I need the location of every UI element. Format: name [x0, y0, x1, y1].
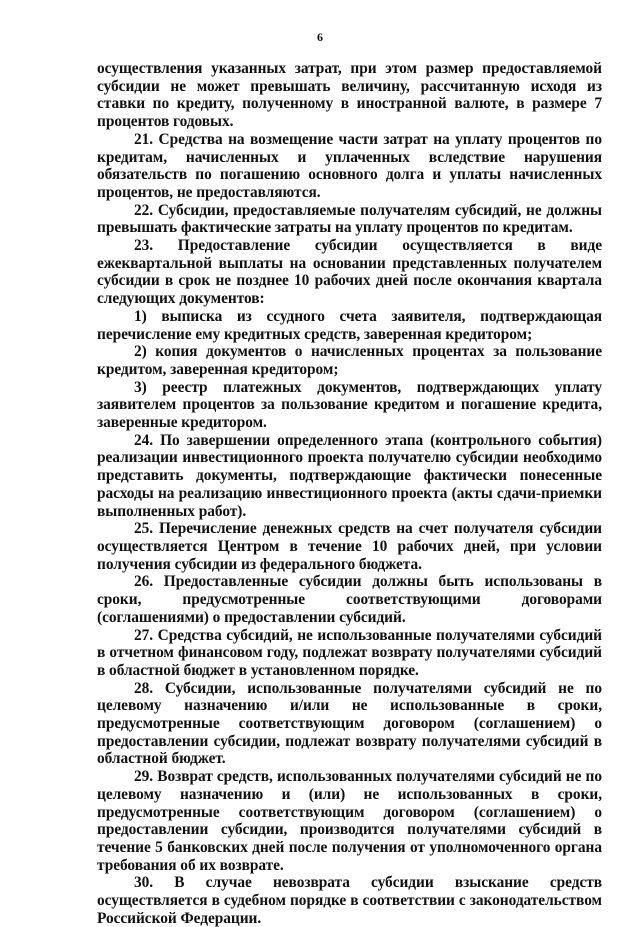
paragraph-23-item-3: 3) реестр платежных документов, подтверждающих уплату заявителем процентов за пользование кредитом и погашение кредита, заверенные кредитором. [97, 378, 602, 432]
paragraph-24: 24. По завершении определенного этапа (контрольного события) реализации инвестиционного проекта получателю субсидии необходимо представить документы, подтверждающие фактически понесенные расходы на реализацию инвестиционного проекта (акты сдачи-приемки выполненных работ). [97, 431, 602, 520]
paragraph-29: 29. Возврат средств, использованных получателями субсидий не по целевому назначению и (или) не использованных в сроки, предусмотренные соответствующим договором (соглашением) о предоставлении субсидии, производится получателями субсидий в течение 5 банковских дней после получения от уполномоченного органа требования об их возврате. [97, 768, 602, 874]
paragraph-23-item-1: 1) выписка из ссудного счета заявителя, подтверждающая перечисление ему кредитных средств, заверенная кредитором; [97, 307, 602, 343]
paragraph-continuation: осуществления указанных затрат, при этом размер предоставляемой субсидии не может превышать величину, рассчитанную исходя из ставки по кредиту, полученному в иностранной валюте, в размере 7 процентов годовых. [97, 60, 602, 131]
paragraph-28: 28. Субсидии, использованные получателями субсидий не по целевому назначению и/или не использованные в сроки, предусмотренные соответствующим договором (соглашением) о предоставлении субсидии, подлежат возврату получателями субсидий в областной бюджет. [97, 679, 602, 768]
paragraph-21: 21. Средства на возмещение части затрат на уплату процентов по кредитам, начисленных и уплаченных вследствие нарушения обязательств по погашению основного долга и уплаты начисленных процентов, не предоставляются. [97, 130, 602, 201]
page-number: 6 [317, 30, 323, 44]
paragraph-30: 30. В случае невозврата субсидии взыскание средств осуществляется в судебном порядке в соответствии с законодательством Российской Федерации. [97, 874, 602, 927]
paragraph-22: 22. Субсидии, предоставляемые получателям субсидий, не должны превышать фактические затраты на уплату процентов по кредитам. [97, 201, 602, 237]
paragraph-26: 26. Предоставленные субсидии должны быть использованы в сроки, предусмотренные соответствующими договорами (соглашениями) о предоставлении субсидий. [97, 573, 602, 626]
paragraph-27: 27. Средства субсидий, не использованные получателями субсидий в отчетном финансовом году, подлежат возврату получателями субсидий в областной бюджет в установленном порядке. [97, 626, 602, 679]
paragraph-23: 23. Предоставление субсидии осуществляется в виде ежеквартальной выплаты на основании представленных получателем субсидии в срок не позднее 10 рабочих дней после окончания квартала следующих документов: [97, 237, 602, 308]
document-body [97, 60, 602, 927]
paragraph-23-item-2: 2) копия документов о начисленных процентах за пользование кредитом, заверенная кредитором; [97, 343, 602, 378]
paragraph-25: 25. Перечисление денежных средств на счет получателя субсидии осуществляется Центром в течение 10 рабочих дней, при условии получения субсидии из федерального бюджета. [97, 520, 602, 573]
